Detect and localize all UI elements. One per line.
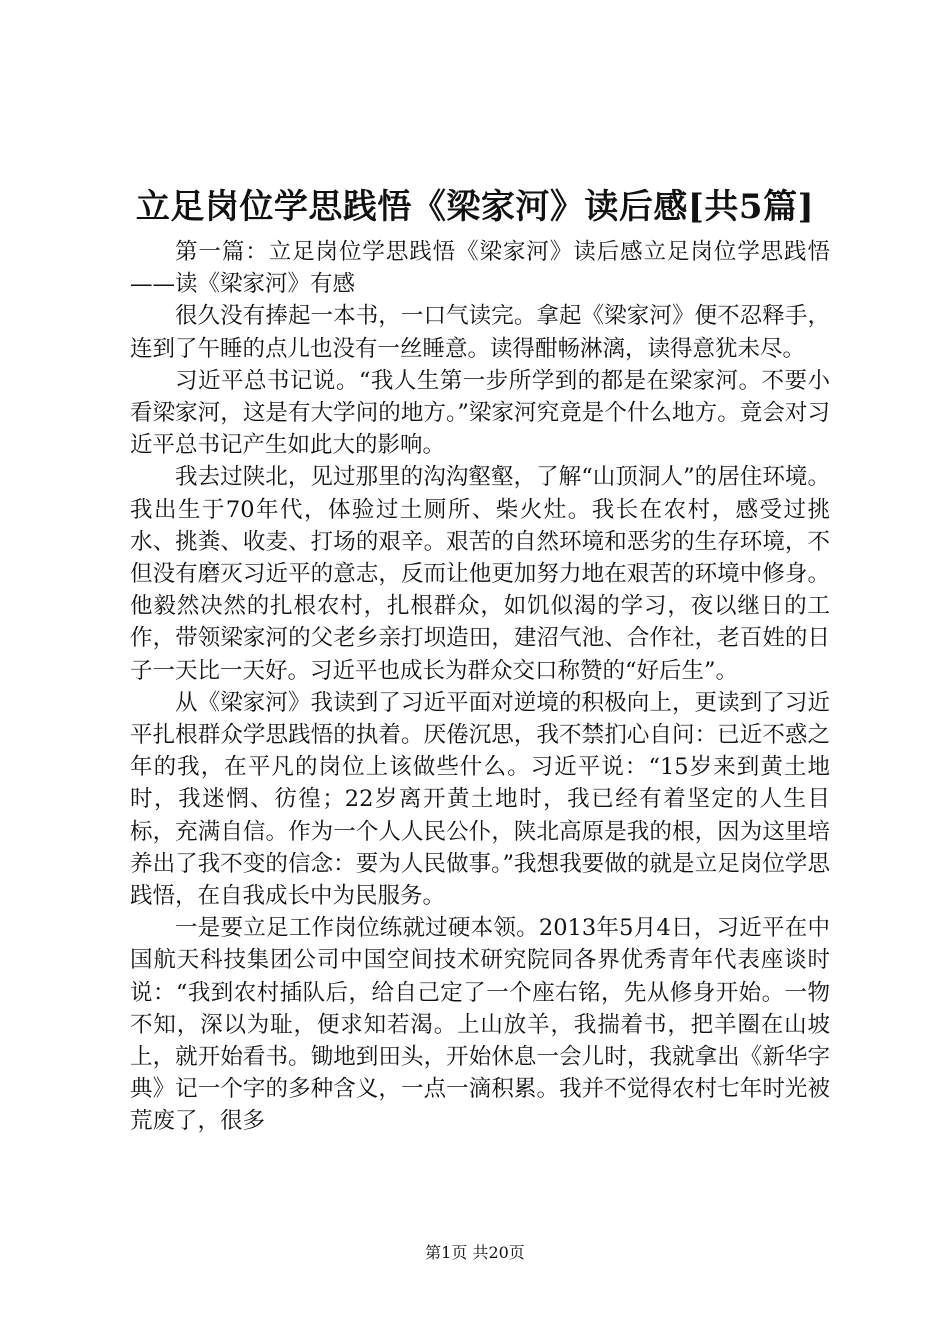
paragraph: 从《梁家河》我读到了习近平面对逆境的积极向上，更读到了习近平扎根群众学思践悟的执着。厌倦沉思，我不禁扪心自问：已近不惑之年的我，在平凡的岗位上该做些什么。习近平说：“15岁来到黄土地时，我迷惘、彷徨；22岁离开黄土地时，我已经有着坚定的人生目标，充满自信。作为一个人人民公仆，陕北高原是我的根，因为这里培养出了我不变的信念：要为人民做事。”我想我要做的就是立足岗位学思践悟，在自我成长中为民服务。 (130, 689, 830, 910)
paragraph: 第一篇：立足岗位学思践悟《梁家河》读后感立足岗位学思践悟——读《梁家河》有感 (130, 239, 830, 298)
paragraph: 习近平总书记说。“我人生第一步所学到的都是在梁家河。不要小看梁家河，这是有大学问的地方。”梁家河究竟是个什么地方。竟会对习近平总书记产生如此大的影响。 (130, 367, 830, 459)
paragraph: 很久没有捧起一本书，一口气读完。拿起《梁家河》便不忍释手，连到了午睡的点儿也没有一丝睡意。读得酣畅淋漓，读得意犹未尽。 (130, 303, 830, 362)
document-title: 立足岗位学思践悟《梁家河》读后感[共5篇] (135, 187, 815, 227)
document-body (130, 236, 830, 1138)
paragraph: 一是要立足工作岗位练就过硬本领。2013年5月4日，习近平在中国航天科技集团公司中国空间技术研究院同各界优秀青年代表座谈时说：“我到农村插队后，给自己定了一个座右铭，先从修身开始。一物不知，深以为耻，便求知若渴。上山放羊，我揣着书，把羊圈在山坡上，就开始看书。锄地到田头，开始休息一会儿时，我就拿出《新华字典》记一个字的多种含义，一点一滴积累。我并不觉得农村七年时光被荒废了，很多 (130, 915, 830, 1135)
paragraph: 我去过陕北，见过那里的沟沟壑壑，了解“山顶洞人”的居住环境。我出生于70年代，体验过土厕所、柴火灶。我长在农村，感受过挑水、挑粪、收麦、打场的艰辛。艰苦的自然环境和恶劣的生存环境，不但没有磨灭习近平的意志，反而让他更加努力地在艰苦的环境中修身。他毅然决然的扎根农村，扎根群众，如饥似渴的学习，夜以继日的工作，带领梁家河的父老乡亲打坝造田，建沼气池、合作社，老百姓的日子一天比一天好。习近平也成长为群众交口称赞的“好后生”。 (130, 464, 830, 684)
page-number: 第1页 共20页 (425, 1243, 525, 1262)
